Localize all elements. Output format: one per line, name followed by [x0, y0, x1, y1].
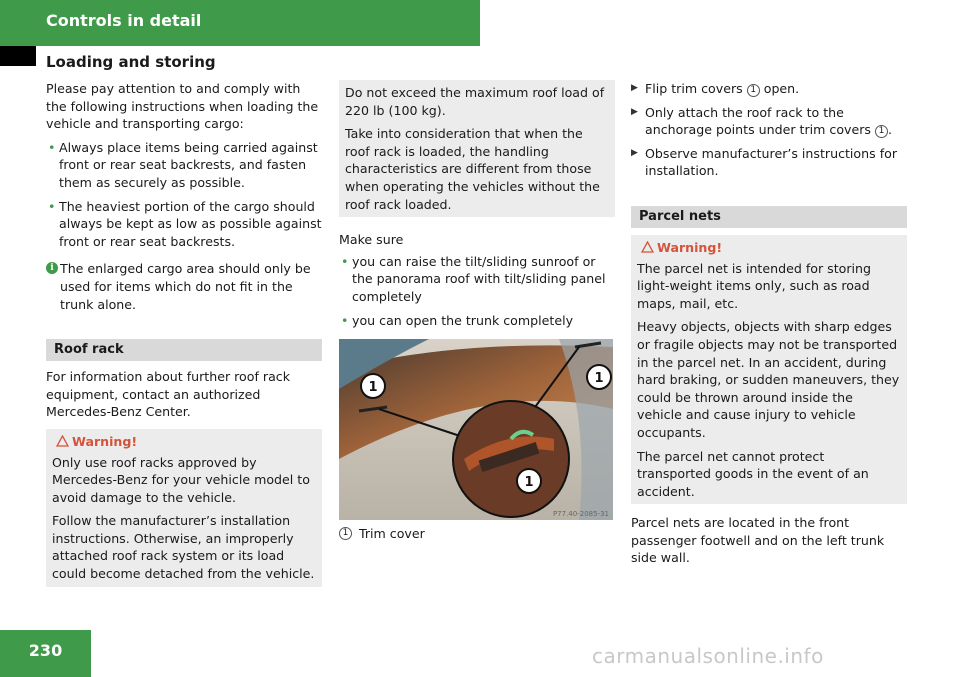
list-item-text: The heaviest portion of the cargo should always be kept as low as possible against front or rear seat backrests. [59, 198, 322, 249]
bullet-dot: • [341, 312, 349, 328]
list-item [46, 198, 322, 251]
make-sure-text: Make sure [339, 232, 404, 248]
step-text: . [888, 122, 893, 138]
trim-cover-photo [339, 339, 613, 520]
instruction-step [631, 80, 907, 98]
warning-title: Warning! [657, 239, 723, 255]
chapter-title: Controls in detail [46, 11, 202, 30]
callout-marker: 1 [339, 527, 352, 540]
intro-text: Please pay attention to and comply with the following instructions when loading the vehicle and transporting cargo: [46, 81, 319, 132]
image-caption [339, 525, 615, 543]
warning-box [46, 429, 322, 587]
arrow-right-icon: ▶ [631, 106, 638, 117]
list-item [339, 312, 615, 330]
page-number: 230 [28, 641, 63, 660]
warning-box [631, 235, 907, 504]
list-item [339, 253, 615, 306]
section-title: Loading and storing [46, 53, 216, 71]
parcel-nets-location-text: Parcel nets are located in the front passenger footwell and on the left trunk side wall. [631, 515, 885, 566]
roof-handling-text: Take into consideration that when the roof rack is loaded, the handling characteristics are different from those when operating the vehicles without the roof rack loaded. [345, 126, 600, 212]
bullet-dot: • [48, 139, 56, 155]
arrow-right-icon: ▶ [631, 83, 638, 93]
callout-marker: 1 [875, 125, 888, 138]
watermark: carmanualsonline.info [592, 644, 824, 668]
step-text: open. [763, 81, 800, 96]
bullet-dot: • [48, 198, 56, 214]
bullet-dot: • [341, 253, 349, 269]
image-code: P77.40-2085-31 [552, 510, 609, 519]
info-note [46, 260, 322, 313]
callout-number: 1 [368, 380, 378, 396]
warning-triangle-icon [641, 241, 654, 253]
step-text: Observe manufacturer’s instructions for installation. [645, 145, 898, 179]
list-item-text: Always place items being carried against front or rear seat backrests, and fasten them as securely as possible. [59, 139, 318, 190]
warning-heading [52, 433, 316, 451]
info-icon: i [46, 262, 58, 274]
warning-text: Only use roof racks approved by Mercedes-Benz for your vehicle model to avoid damage to the vehicle. [52, 454, 310, 505]
warning-triangle-icon [56, 435, 69, 447]
list-item-text: you can open the trunk completely [352, 312, 574, 328]
column-middle [339, 80, 615, 543]
section-marker [0, 46, 36, 66]
step-text: Only attach the roof rack to the anchorage points under trim covers [645, 104, 871, 138]
column-left [46, 80, 322, 587]
roof-rack-text: For information about further roof rack equipment, contact an authorized Mercedes-Benz Center. [46, 369, 291, 420]
warning-text: Follow the manufacturer’s installation instructions. Otherwise, an improperly attached roof rack system or its load could become detached from the vehicle. [52, 513, 315, 582]
callout-number: 1 [524, 475, 534, 491]
warning-title: Warning! [72, 433, 138, 449]
column-right [631, 80, 907, 573]
roof-load-box [339, 80, 615, 217]
list-item [46, 139, 322, 192]
info-text: The enlarged cargo area should only be used for items which do not fit in the trunk alone. [60, 261, 311, 312]
list-item-text: you can raise the tilt/sliding sunroof or the panorama roof with tilt/sliding panel completely [352, 253, 606, 304]
instruction-step [631, 104, 907, 139]
warning-text: Heavy objects, objects with sharp edges or fragile objects may not be transported in the parcel net. In an accident, during hard braking, or sudden maneuvers, they could be thrown around inside the vehicle and cause injury to vehicle occupants. [637, 319, 900, 440]
warning-heading [637, 239, 901, 257]
warning-text: The parcel net is intended for storing light-weight items only, such as road maps, mail, etc. [637, 260, 872, 311]
step-text: Flip trim covers [645, 81, 743, 96]
roof-rack-heading: Roof rack [46, 339, 322, 361]
callout-marker: 1 [747, 84, 760, 97]
roof-illustration [339, 339, 613, 520]
caption-text: Trim cover [359, 526, 425, 542]
instruction-step [631, 145, 907, 180]
warning-text: The parcel net cannot protect transported goods in the event of an accident. [637, 448, 869, 499]
callout-number: 1 [594, 371, 604, 387]
roof-load-text: Do not exceed the maximum roof load of 220 lb (100 kg). [345, 85, 605, 118]
parcel-nets-heading: Parcel nets [631, 206, 907, 228]
arrow-right-icon: ▶ [631, 147, 638, 158]
